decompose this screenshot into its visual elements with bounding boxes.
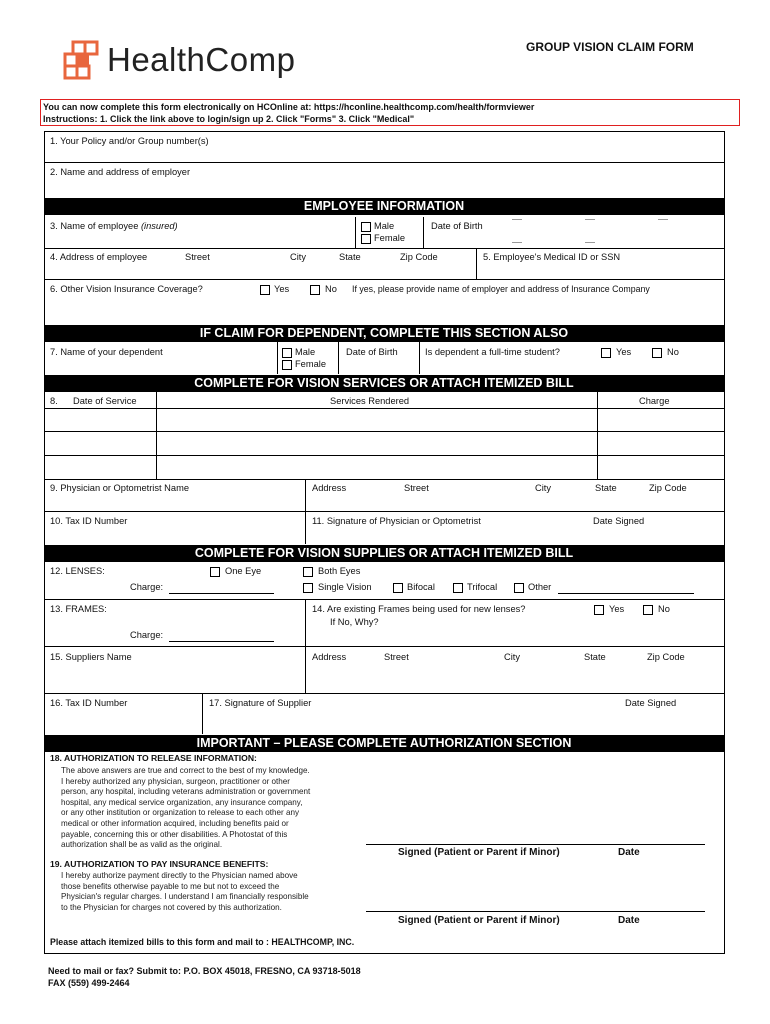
single-vision-checkbox[interactable]: [303, 583, 313, 593]
release-info-text: The above answers are true and correct to the best of my knowledge. I hereby authorized any physician, surgeon, practitioner or other person, any hospital, including veterans administration or government hospital, any medical service organization, any insurance company, or any other institution or organization to release to each other any medical or other information acquired, including benefits paid or payable, concerning this or other disabilities. A Photostat of this authorization shall be as valid as the original.: [61, 766, 311, 850]
existing-frames-yes-label: Yes: [609, 604, 625, 614]
one-eye-label: One Eye: [225, 566, 262, 576]
supplier-state-label: State: [584, 652, 606, 662]
pay-benefits-heading: 19. AUTHORIZATION TO PAY INSURANCE BENEFITS:: [50, 859, 269, 869]
other-coverage-instructions: If yes, please provide name of employer and address of Insurance Company: [352, 284, 650, 294]
healthcomp-logo-mark-icon: [63, 40, 103, 80]
notice-line-2: Instructions: 1. Click the link above to login/sign up 2. Click "Forms" 3. Click "Medical": [43, 114, 415, 124]
employee-dob-field[interactable]: Date of Birth: [431, 221, 483, 231]
supplier-signature-field[interactable]: 17. Signature of Supplier: [209, 698, 312, 708]
physician-zip-label: Zip Code: [649, 483, 687, 493]
employee-state-label: State: [339, 252, 361, 262]
trifocal-checkbox[interactable]: [453, 583, 463, 593]
existing-frames-question: 14. Are existing Frames being used for new lenses?: [312, 604, 526, 614]
vision-supplies-header: COMPLETE FOR VISION SUPPLIES OR ATTACH ITEMIZED BILL: [44, 545, 724, 562]
one-eye-checkbox[interactable]: [210, 567, 220, 577]
trifocal-label: Trifocal: [467, 582, 498, 592]
other-lens-input[interactable]: [558, 593, 694, 594]
other-coverage-yes-checkbox[interactable]: [260, 285, 270, 295]
physician-city-label: City: [535, 483, 552, 493]
dependent-male-label: Male: [295, 347, 316, 357]
supplier-tax-id-field[interactable]: 16. Tax ID Number: [50, 698, 128, 708]
dependent-student-no-label: No: [667, 347, 679, 357]
employee-male-label: Male: [374, 221, 395, 231]
pay-benefits-text: I hereby authorize payment directly to the Physician named above those benefits otherwise payable to me but not to exceed the Physician's regular charges. I understand I am financially responsible to the Physician for charges not covered by this authorization.: [61, 871, 309, 912]
policy-group-number-field[interactable]: 1. Your Policy and/or Group number(s): [50, 136, 209, 146]
signature-2-date-field[interactable]: Date: [618, 915, 640, 926]
employee-female-checkbox[interactable]: [361, 234, 371, 244]
services-col-num: 8.: [50, 396, 58, 406]
employer-name-address-field[interactable]: 2. Name and address of employer: [50, 167, 191, 177]
services-col-charge: Charge: [639, 396, 670, 406]
footer-fax-number: FAX (559) 499-2464: [48, 978, 130, 988]
patient-signature-2-field[interactable]: Signed (Patient or Parent if Minor): [398, 915, 560, 926]
employee-street-label: Street: [185, 252, 210, 262]
other-coverage-question: 6. Other Vision Insurance Coverage?: [50, 284, 203, 294]
bifocal-label: Bifocal: [407, 582, 435, 592]
frames-label: 13. FRAMES:: [50, 604, 107, 614]
physician-date-signed-field[interactable]: Date Signed: [593, 516, 645, 526]
release-info-heading: 18. AUTHORIZATION TO RELEASE INFORMATION:: [50, 753, 257, 763]
frames-charge-label: Charge:: [130, 630, 164, 640]
authorization-header: IMPORTANT – PLEASE COMPLETE AUTHORIZATION SECTION: [44, 735, 724, 752]
employee-address-field[interactable]: 4. Address of employee: [50, 252, 148, 262]
other-lens-label: Other: [528, 582, 552, 592]
vision-services-header: COMPLETE FOR VISION SERVICES OR ATTACH ITEMIZED BILL: [44, 375, 724, 392]
both-eyes-label: Both Eyes: [318, 566, 361, 576]
employee-medical-id-field[interactable]: 5. Employee's Medical ID or SSN: [483, 252, 621, 262]
existing-frames-yes-checkbox[interactable]: [594, 605, 604, 615]
physician-state-label: State: [595, 483, 617, 493]
dependent-student-yes-checkbox[interactable]: [601, 348, 611, 358]
employee-male-checkbox[interactable]: [361, 222, 371, 232]
supplier-address-label: Address: [312, 652, 347, 662]
supplier-name-field[interactable]: 15. Suppliers Name: [50, 652, 132, 662]
lenses-charge-input[interactable]: [169, 593, 274, 594]
frames-charge-input[interactable]: [169, 641, 274, 642]
dependent-student-no-checkbox[interactable]: [652, 348, 662, 358]
dependent-section-header: IF CLAIM FOR DEPENDENT, COMPLETE THIS SECTION ALSO: [44, 325, 724, 342]
service-row-3[interactable]: [45, 456, 724, 479]
physician-tax-id-field[interactable]: 10. Tax ID Number: [50, 516, 128, 526]
employee-zip-label: Zip Code: [400, 252, 438, 262]
supplier-city-label: City: [504, 652, 521, 662]
other-coverage-yes-label: Yes: [274, 284, 290, 294]
services-col-date: Date of Service: [73, 396, 137, 406]
physician-street-label: Street: [404, 483, 429, 493]
service-row-2[interactable]: [45, 432, 724, 455]
bifocal-checkbox[interactable]: [393, 583, 403, 593]
existing-frames-no-checkbox[interactable]: [643, 605, 653, 615]
dependent-female-checkbox[interactable]: [282, 360, 292, 370]
physician-signature-field[interactable]: 11. Signature of Physician or Optometrist: [312, 516, 481, 526]
service-row-1[interactable]: [45, 409, 724, 431]
signature-1-date-field[interactable]: Date: [618, 847, 640, 858]
lenses-label: 12. LENSES:: [50, 566, 105, 576]
other-lens-checkbox[interactable]: [514, 583, 524, 593]
form-title: GROUP VISION CLAIM FORM: [526, 40, 694, 54]
supplier-date-signed-field[interactable]: Date Signed: [625, 698, 677, 708]
both-eyes-checkbox[interactable]: [303, 567, 313, 577]
supplier-zip-label: Zip Code: [647, 652, 685, 662]
services-col-rendered: Services Rendered: [330, 396, 410, 406]
lenses-charge-label: Charge:: [130, 582, 164, 592]
employee-city-label: City: [290, 252, 307, 262]
mail-instructions: Please attach itemized bills to this form and mail to : HEALTHCOMP, INC.: [50, 937, 355, 947]
dependent-dob-field[interactable]: Date of Birth: [346, 347, 398, 357]
physician-name-field[interactable]: 9. Physician or Optometrist Name: [50, 483, 189, 493]
single-vision-label: Single Vision: [318, 582, 372, 592]
healthcomp-logo: [63, 40, 363, 82]
dependent-name-field[interactable]: 7. Name of your dependent: [50, 347, 163, 357]
notice-line-1: You can now complete this form electronically on HCOnline at: https://hconline.healthcomp.com/health/formviewer: [43, 102, 535, 112]
dependent-male-checkbox[interactable]: [282, 348, 292, 358]
frames-if-no-why-field[interactable]: If No, Why?: [330, 617, 379, 627]
other-coverage-no-label: No: [325, 284, 337, 294]
employee-info-header: EMPLOYEE INFORMATION: [44, 198, 724, 215]
dependent-student-question: Is dependent a full-time student?: [425, 347, 560, 357]
employee-name-field[interactable]: 3. Name of employee (insured): [50, 221, 178, 231]
brand-name: HealthComp: [107, 41, 296, 78]
physician-address-label: Address: [312, 483, 347, 493]
other-coverage-no-checkbox[interactable]: [310, 285, 320, 295]
existing-frames-no-label: No: [658, 604, 670, 614]
patient-signature-1-field[interactable]: Signed (Patient or Parent if Minor): [398, 847, 560, 858]
dependent-female-label: Female: [295, 359, 327, 369]
supplier-street-label: Street: [384, 652, 409, 662]
employee-female-label: Female: [374, 233, 406, 243]
footer-mail-address: Need to mail or fax? Submit to: P.O. BOX 45018, FRESNO, CA 93718-5018: [48, 966, 361, 976]
dependent-student-yes-label: Yes: [616, 347, 632, 357]
